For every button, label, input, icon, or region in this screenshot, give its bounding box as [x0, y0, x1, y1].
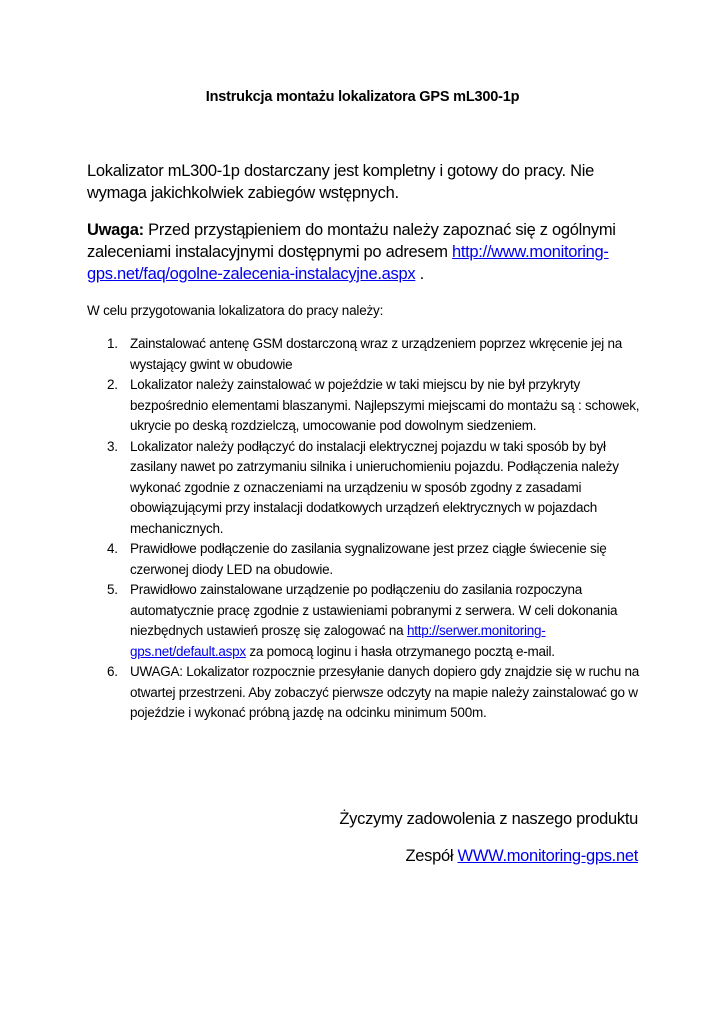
step-number: 1.: [107, 336, 118, 351]
note-text: Przed przystąpieniem do montażu należy zapoznać się z ogólnymi zaleceniami instalacyjnymi dostępnymi po adresem: [87, 221, 616, 261]
document-title: Instrukcja montażu lokalizatora GPS mL300-1p: [205, 89, 520, 105]
step-number: 5.: [107, 582, 118, 597]
list-item: [87, 375, 647, 437]
note-label: Uwaga:: [87, 221, 144, 239]
steps-list: [87, 334, 647, 724]
step-text: Lokalizator należy zainstalować w pojeździe w taki miejscu by nie był przykryty bezpośrednio elementami blaszanymi. Najlepszymi miejscami do montażu są : schowek, ukrycie po deską rozdzielczą, umocowanie pod dowolnym siedzeniem.: [130, 377, 640, 433]
step-text: Zainstalować antenę GSM dostarczoną wraz z urządzeniem poprzez wkręcenie jej na wystający gwint w obudowie: [130, 336, 622, 372]
step-text: Lokalizator należy podłączyć do instalacji elektrycznej pojazdu w taki sposób by był zasilany nawet po zatrzymaniu silnika i unieruchomieniu pojazdu. Podłączenia należy wykonać zgodnie z oznaczeniami na urządzeniu w sposób zgodny z zasadami obowiązującymi przy instalacji dodatkowych urządzeń elektrycznych w pojazdach mechanicznych.: [130, 438, 619, 536]
step-text-after: za pomocą loginu i hasła otrzymanego pocztą e-mail.: [245, 643, 555, 659]
step-text: Prawidłowe podłączenie do zasilania sygnalizowane jest przez ciągłe świecenie się czerwonej diody LED na obudowie.: [130, 541, 607, 577]
team-label: Zespół: [405, 847, 458, 865]
note-paragraph: [87, 219, 647, 285]
intro-paragraph: Lokalizator mL300-1p dostarczany jest kompletny i gotowy do pracy. Nie wymaga jakichkolwiek zabiegów wstępnych.: [87, 162, 594, 202]
step-number: 3.: [107, 438, 118, 454]
step-number: 2.: [107, 377, 118, 392]
step-text: UWAGA: Lokalizator rozpocznie przesyłanie danych dopiero gdy znajdzie się w ruchu na otwartej przestrzeni. Aby zobaczyć pierwsze odczyty na mapie należy zainstalować go w pojeździe i wykonać próbną jazdę na odcinku minimum 500m.: [130, 664, 640, 720]
server-login-link[interactable]: http://serwer.monitoring-gps.net/default.aspx: [130, 623, 546, 659]
preparation-intro: W celu przygotowania lokalizatora do pracy należy:: [87, 303, 384, 318]
list-item: [87, 334, 647, 375]
closing-line: Życzymy zadowolenia z naszego produktu: [339, 810, 638, 828]
list-item: [87, 539, 647, 580]
step-number: 4.: [107, 541, 118, 556]
list-item: [87, 580, 647, 662]
list-item: [87, 662, 647, 724]
website-link[interactable]: WWW.monitoring-gps.net: [457, 847, 638, 865]
team-signature: [406, 845, 638, 867]
step-number: 6.: [107, 664, 118, 679]
list-item: [87, 437, 647, 540]
step-text: Prawidłowo zainstalowane urządzenie po podłączeniu do zasilania rozpoczyna automatycznie pracę zgodnie z ustawieniami pobranymi z serwera. W celi dokonania niezbędnych ustawień proszę się zalogować na: [130, 582, 618, 638]
installation-guidelines-link[interactable]: http://www.monitoring-gps.net/faq/ogolne-zalecenia-instalacyjne.aspx: [87, 243, 609, 283]
note-end: .: [415, 265, 424, 283]
